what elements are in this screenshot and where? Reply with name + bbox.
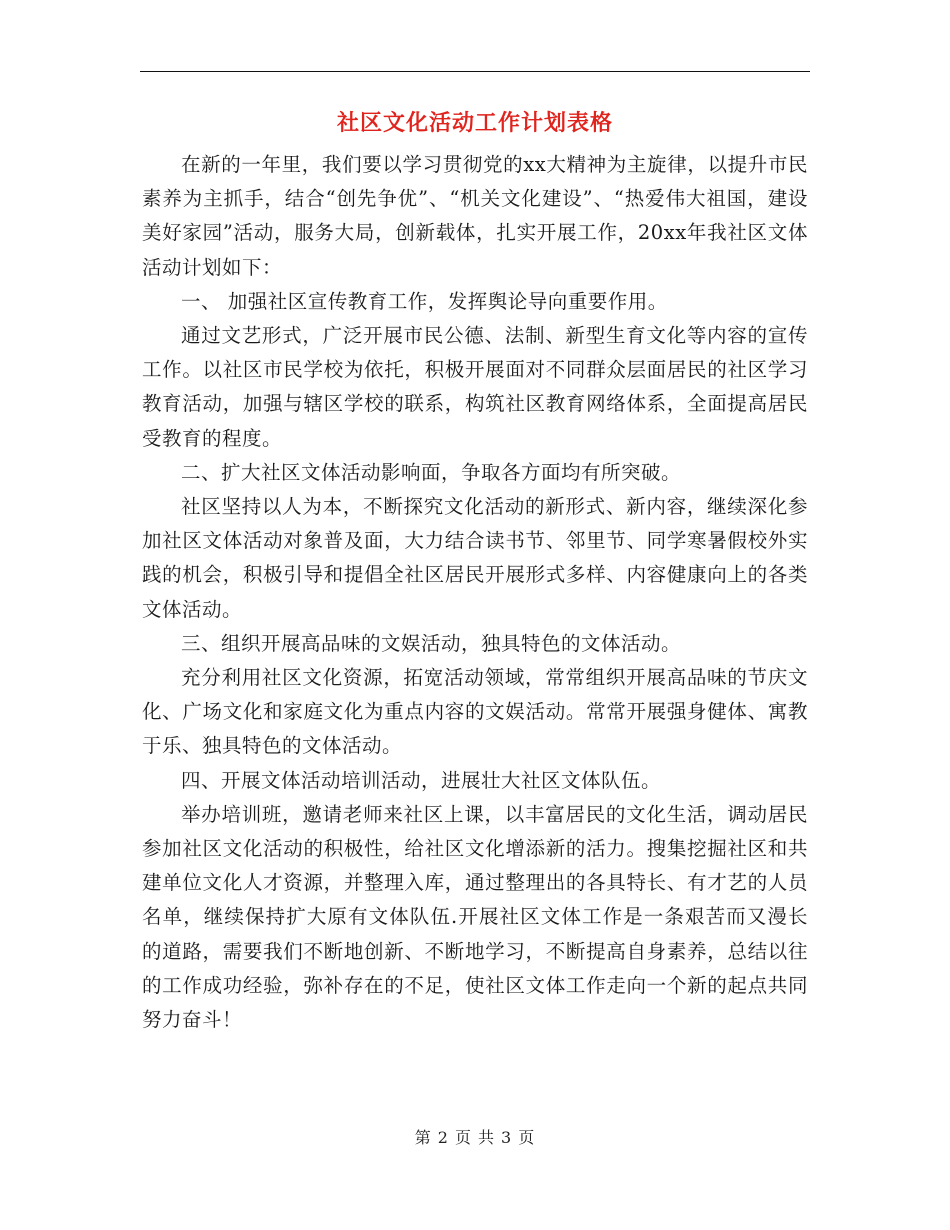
section-paragraph-3: 充分利用社区文化资源，拓宽活动领域，常常组织开展高品味的节庆文化、广场文化和家庭文化为重点内容的文娱活动。常常开展强身健体、寓教于乐、独具特色的文体活动。 — [142, 666, 808, 758]
header-rule — [140, 71, 810, 72]
page-footer — [0, 1125, 950, 1148]
document-title: 社区文化活动工作计划表格 — [336, 111, 613, 136]
section-paragraph-2: 社区坚持以人为本，不断探究文化活动的新形式、新内容，继续深化参加社区文体活动对象普及面，大力结合读书节、邻里节、同学寒暑假校外实践的机会，积极引导和提倡全社区居民开展形式多样、内容健康向上的各类文体活动。 — [142, 495, 808, 621]
section-heading-2: 二、扩大社区文体活动影响面，争取各方面均有所突破。 — [181, 460, 682, 484]
intro-paragraph: 在新的一年里，我们要以学习贯彻党的xx大精神为主旋律，以提升市民素养为主抓手，结合“创先争优”、“机关文化建设”、“热爱伟大祖国，建设美好家园”活动，服务大局，创新载体，扎实开展工作，20xx年我社区文体活动计划如下： — [142, 153, 808, 279]
section-heading-3: 三、组织开展高品味的文娱活动，独具特色的文体活动。 — [181, 631, 682, 655]
section-paragraph-4: 举办培训班，邀请老师来社区上课，以丰富居民的文化生活，调动居民参加社区文化活动的积极性，给社区文化增添新的活力。搜集挖掘社区和共建单位文化人才资源，并整理入库，通过整理出的各具特长、有才艺的人员名单，继续保持扩大原有文体队伍.开展社区文体工作是一条艰苦而又漫长的道路，需要我们不断地创新、不断地学习，不断提高自身素养，总结以往的工作成功经验，弥补存在的不足，使社区文体工作走向一个新的起点共同努力奋斗！ — [142, 802, 808, 1032]
section-paragraph-1: 通过文艺形式，广泛开展市民公德、法制、新型生育文化等内容的宣传工作。以社区市民学校为依托，积极开展面对不同群众层面居民的社区学习教育活动，加强与辖区学校的联系，构筑社区教育网络体系，全面提高居民受教育的程度。 — [142, 324, 808, 450]
total-pages-number: 3 — [501, 1128, 513, 1147]
document-body — [142, 148, 808, 1037]
page-label-mid: 页 共 — [454, 1128, 496, 1147]
current-page-number: 2 — [437, 1128, 449, 1147]
section-heading-1: 一、 加强社区宣传教育工作，发挥舆论导向重要作用。 — [181, 289, 668, 313]
section-heading-4: 四、开展文体活动培训活动，进展壮大社区文体队伍。 — [181, 768, 662, 792]
page-label-prefix: 第 — [414, 1128, 432, 1147]
page-label-suffix: 页 — [518, 1128, 536, 1147]
